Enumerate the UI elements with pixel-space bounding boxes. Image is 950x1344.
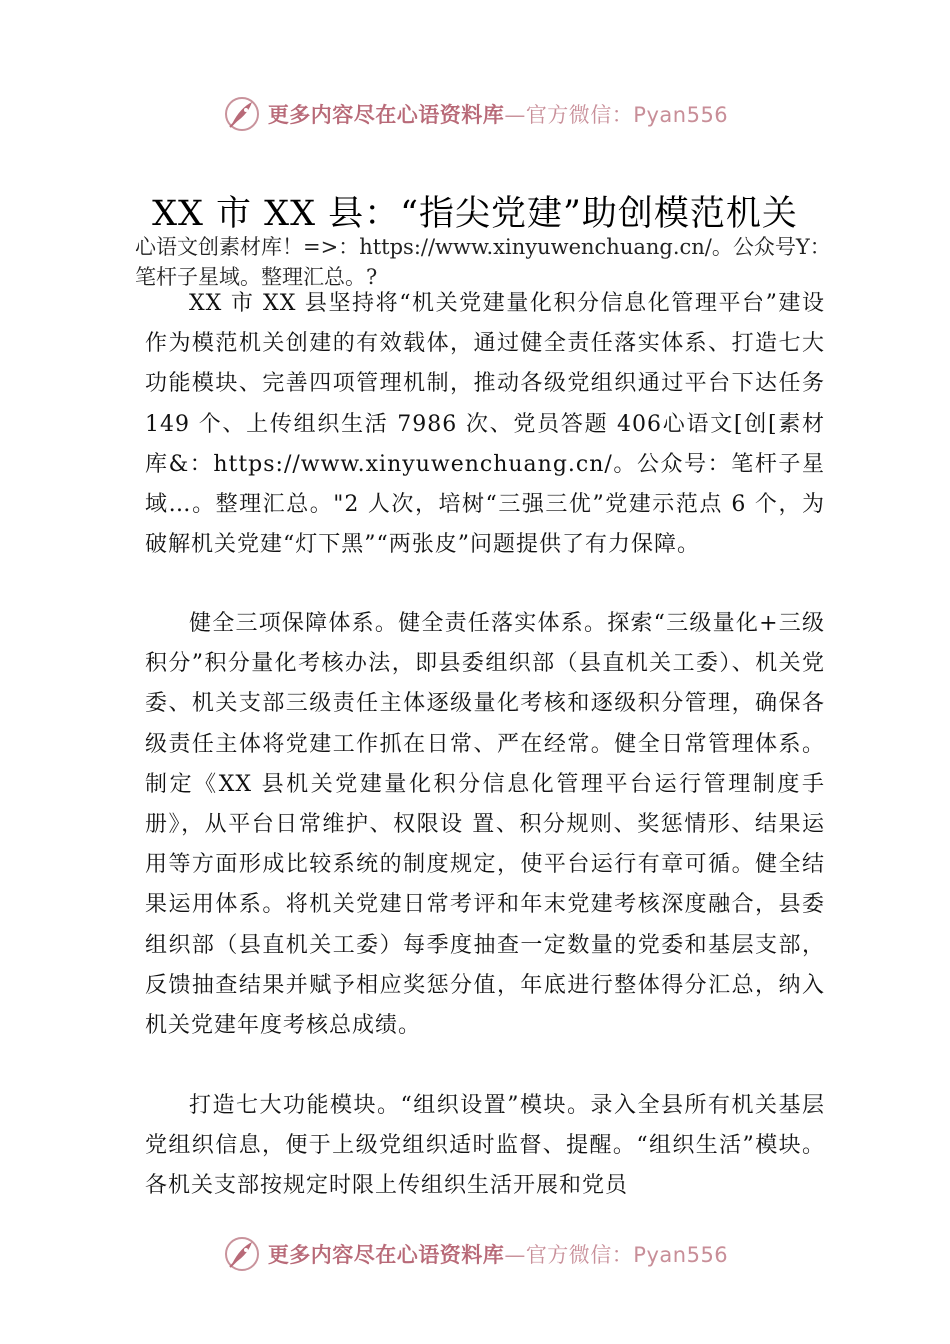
paragraph-guarantee-systems: 健全三项保障体系。健全责任落实体系。探索“三级量化+三级积分”积分量化考核办法，即县委组织部（县直机关工委）、机关党委、机关支部三级责任主体逐级量化考核和逐级积分管理，确保各级责任主体将党建工作抓在日常、严在经常。健全日常管理体系。制定《XX 县机关党建量化积分信息化管理平台运行管理制度手册》，从平台日常维护、权限设 置、积分规则、奖惩情形、结果运用等方面形成比较系统的制度规定，使平台运行有章可循。健全结果运用体系。将机关党建日常考评和年末党建考核深度融合，县委组织部（县直机关工委）每季度抽查一定数量的党委和基层支部，反馈抽查结果并赋予相应奖惩分值，年底进行整体得分汇总，纳入机关党建年度考核总成绩。 xyxy=(145,611,825,1039)
banner-bold-text: 更多内容尽在心语资料库 xyxy=(267,103,505,127)
paragraph-function-modules: 打造七大功能模块。“组织设置”模块。录入全县所有机关基层党组织信息，便于上级党组织适时监督、提醒。“组织生活”模块。各机关支部按规定时限上传组织生活开展和党员 xyxy=(145,1093,825,1199)
banner-bold-text: 更多内容尽在心语资料库 xyxy=(267,1243,505,1267)
banner-dash: — xyxy=(504,103,526,127)
pen-nib-icon xyxy=(222,1234,262,1274)
banner-wechat-text: 官方微信：Pyan556 xyxy=(525,103,729,127)
banner-wechat-text: 官方微信：Pyan556 xyxy=(525,1243,729,1267)
banner-text xyxy=(268,1239,728,1269)
source-line: 心语文创素材库！=>：https://www.xinyuwenchuang.cn/。公众号Y：笔杆子星域。整理汇总。? xyxy=(135,235,831,289)
header-banner xyxy=(0,92,950,136)
banner-text xyxy=(268,99,728,129)
banner-dash: — xyxy=(504,1243,526,1267)
footer-banner xyxy=(0,1232,950,1276)
paragraph-intro: XX 市 XX 县坚持将“机关党建量化积分信息化管理平台”建设作为模范机关创建的有效载体，通过健全责任落实体系、打造七大功能模块、完善四项管理机制，推动各级党组织通过平台下达任务 149 个、上传组织生活 7986 次、党员答题 406心语文[创[素材库&：https://www.xinyuwenchuang.cn/。公众号：笔杆子星域…。整理汇总。"2 人次，培树“三强三优”党建示范点 6 个，为破解机关党建“灯下黑”“两张皮”问题提供了有力保障。 xyxy=(145,291,825,558)
page-title: XX 市 XX 县：“指尖党建”助创模范机关 xyxy=(152,194,798,234)
pen-nib-icon xyxy=(222,94,262,134)
